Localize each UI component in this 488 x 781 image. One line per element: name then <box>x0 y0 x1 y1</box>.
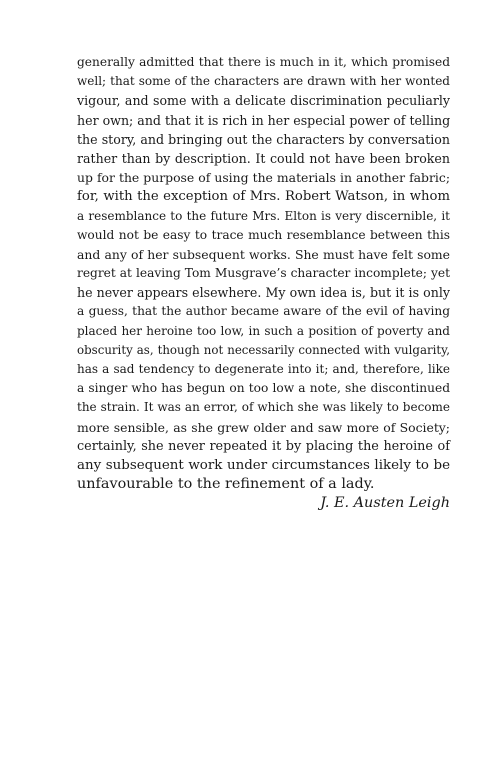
text-line: for, with the exception of Mrs. Robert Watson, in whom <box>77 189 450 205</box>
text-line: up for the purpose of using the materials in another fabric; <box>77 170 450 186</box>
text-line: rather than by description. It could not have been broken <box>77 150 450 166</box>
text-line: certainly, she never repeated it by placing the heroine of <box>77 438 450 454</box>
text-line: regret at leaving Tom Musgrave’s character incomplete; yet <box>77 266 450 281</box>
text-line: would not be easy to trace much resemblance between this <box>77 227 450 242</box>
text-line: he never appears elsewhere. My own idea is, but it is only <box>77 285 450 301</box>
text-line: placed her heroine too low, in such a position of poverty and <box>77 323 450 338</box>
author-signature: J. E. Austen Leigh <box>320 495 450 512</box>
body-text <box>77 53 450 514</box>
text-line: the strain. It was an error, of which she was likely to become <box>77 400 450 415</box>
text-line: the story, and bringing out the characters by conversation <box>77 131 450 147</box>
text-line: any subsequent work under circumstances likely to be <box>77 457 450 473</box>
text-line: and any of her subsequent works. She must have felt some <box>77 246 450 262</box>
text-line: vigour, and some with a delicate discrimination peculiarly <box>77 93 450 109</box>
text-line: a resemblance to the future Mrs. Elton is very discernible, it <box>77 208 450 223</box>
text-line: obscurity as, though not necessarily connected with vulgarity, <box>77 342 450 357</box>
text-line: a guess, that the author became aware of the evil of having <box>77 304 450 319</box>
text-line: more sensible, as she grew older and saw more of Society; <box>77 419 450 435</box>
text-line: unfavourable to the refinement of a lady. <box>77 476 375 493</box>
text-line: a singer who has begun on too low a note, she discontinued <box>77 381 450 396</box>
text-line: her own; and that it is rich in her especial power of telling <box>77 112 451 128</box>
text-line: well; that some of the characters are drawn with her wonted <box>77 74 450 89</box>
text-line: has a sad tendency to degenerate into it; and, therefore, like <box>77 362 450 376</box>
text-line: generally admitted that there is much in it, which promised <box>77 55 450 69</box>
